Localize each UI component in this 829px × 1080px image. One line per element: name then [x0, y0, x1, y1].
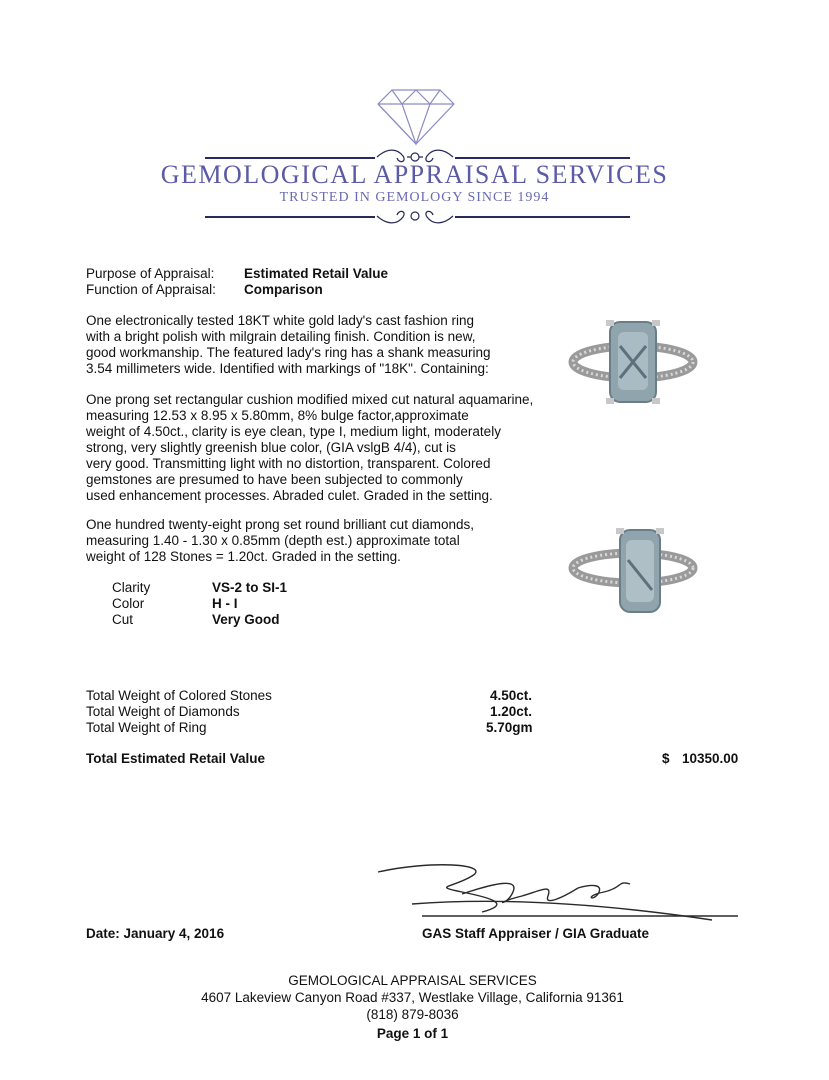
diamond-outline-icon [376, 88, 456, 146]
aquamarine-description: One prong set rectangular cushion modified mixed cut natural aquamarine, measuring 12.53 x 8.95 x 5.80mm, 8% bulge factor,approximate weight of 4.50ct., clarity is eye clean, type I, medium light, moderately strong, very slightly greenish blue color, (GIA vslgB 4/4), cut is very good. Transmitting light with no distortion, transparent. Colored gemstones are presumed to have been subjected to commonly used enhancement processes. Abraded culet. Graded in the setting. [86, 392, 534, 503]
signature [372, 858, 742, 928]
total-ring-value: 5.70gm [486, 720, 533, 735]
total-diamonds-label: Total Weight of Diamonds [86, 704, 240, 719]
total-ring-label: Total Weight of Ring [86, 720, 207, 735]
retail-amount: 10350.00 [682, 751, 739, 766]
header-rule-top-left [205, 157, 375, 159]
total-colored-label: Total Weight of Colored Stones [86, 688, 272, 703]
clarity-label: Clarity [112, 580, 151, 595]
footer-company: GEMOLOGICAL APPRAISAL SERVICES [288, 973, 537, 988]
ring-description: One electronically tested 18KT white gold lady's cast fashion ring with a bright polish with milgrain detailing finish. Condition is new, good workmanship. The featured lady's ring has a shank measuring 3.54 millimeters wide. Identified with markings of "18K". Containing: [86, 313, 491, 376]
color-value: H - I [212, 596, 238, 611]
header-rule-bottom-left [205, 216, 375, 218]
header-rule-bottom-right [455, 216, 630, 218]
ornament-flourish-bottom-icon [375, 205, 455, 227]
ring-photo-top [568, 316, 698, 416]
purpose-value: Estimated Retail Value [244, 266, 389, 281]
ring-photo-side [568, 520, 698, 620]
signature-title: GAS Staff Appraiser / GIA Graduate [422, 926, 650, 941]
purpose-label: Purpose of Appraisal: [86, 266, 215, 281]
total-colored-value: 4.50ct. [490, 688, 533, 703]
header-rule-top-right [455, 157, 630, 159]
retail-currency: $ [662, 751, 670, 766]
function-label: Function of Appraisal: [86, 282, 216, 297]
clarity-value: VS-2 to SI-1 [212, 580, 288, 595]
function-value: Comparison [244, 282, 323, 297]
appraisal-date: Date: January 4, 2016 [86, 926, 225, 941]
page-number: Page 1 of 1 [376, 1026, 449, 1041]
cut-value: Very Good [212, 612, 280, 627]
cut-label: Cut [112, 612, 134, 627]
brand-tagline: TRUSTED IN GEMOLOGY SINCE 1994 [279, 190, 550, 205]
total-diamonds-value: 1.20ct. [490, 704, 533, 719]
footer-phone: (818) 879-8036 [366, 1007, 459, 1022]
footer-address: 4607 Lakeview Canyon Road #337, Westlake Village, California 91361 [201, 990, 624, 1005]
diamond-description: One hundred twenty-eight prong set round brilliant cut diamonds, measuring 1.40 - 1.30 x 0.85mm (depth est.) approximate total weight of 128 Stones = 1.20ct. Graded in the setting. [86, 517, 474, 564]
color-label: Color [112, 596, 145, 611]
retail-label: Total Estimated Retail Value [86, 751, 266, 766]
brand-name: GEMOLOGICAL APPRAISAL SERVICES [160, 160, 669, 189]
